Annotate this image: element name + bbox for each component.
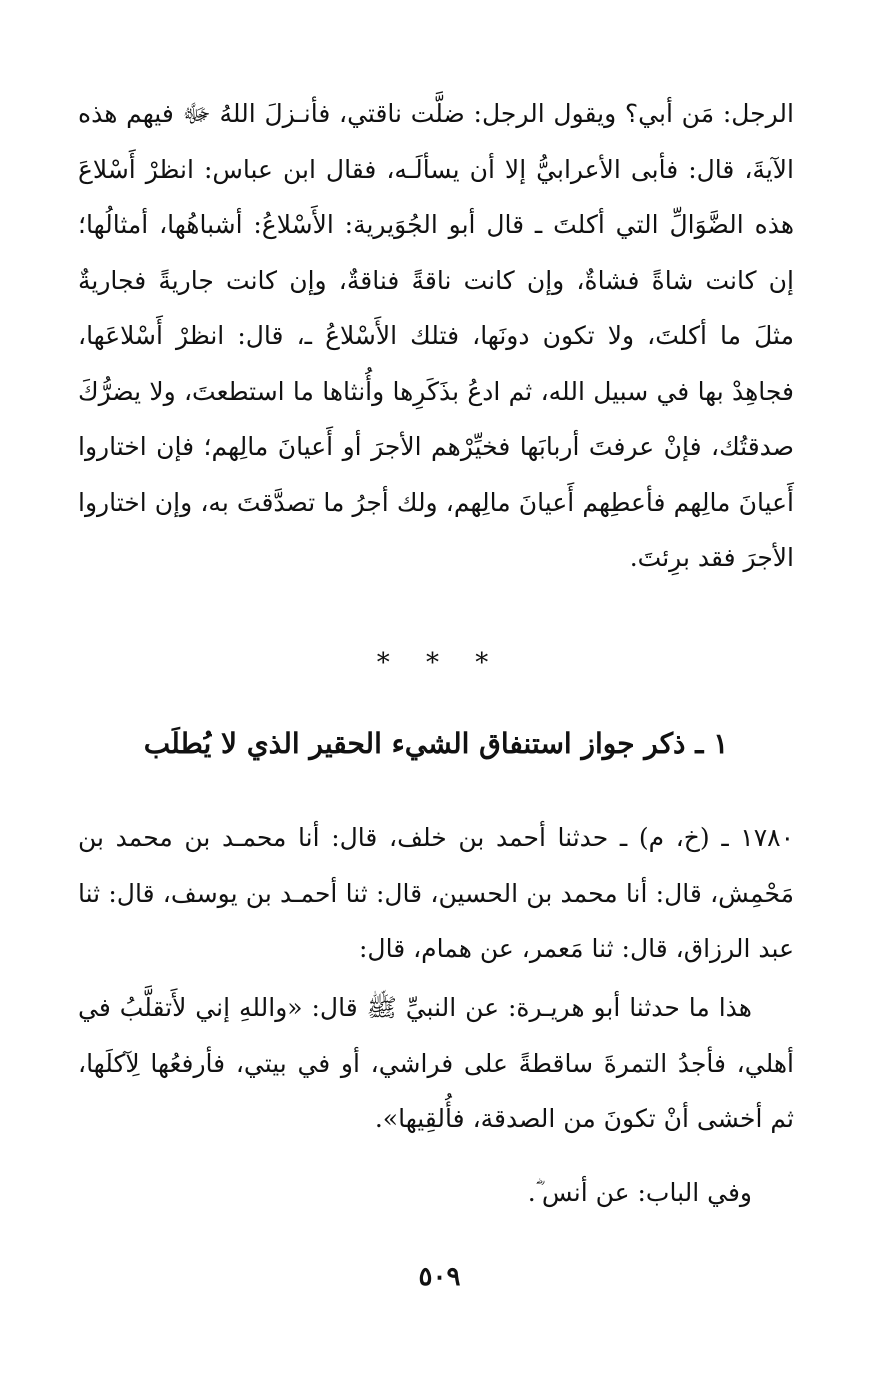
section-separator: * * * [376, 648, 503, 678]
hadith-isnad-paragraph: ١٧٨٠ ـ (خ، م) ـ حدثنا أحمد بن خلف، قال: أنا محمـد بن محمد بن مَحْمِش، قال: أنا محمد بن الحسين، قال: ثنا أحمـد بن يوسف، قال: ثنا عبد الرزاق، قال: ثنا مَعمر، عن همام، قال: [78, 823, 794, 963]
section-heading: ١ ـ ذكر جواز استنفاق الشيء الحقير الذي لا يُطلَب [143, 727, 729, 760]
page-number: ٥٠٩ [418, 1262, 461, 1292]
paragraph-continuation: الرجل: مَن أبي؟ ويقول الرجل: ضلَّت ناقتي، فأنـزلَ اللهُ ﷻ فيهم هذه الآيةَ، قال: فأبى الأعرابيُّ إلا أن يسألَـه، فقال ابن عباس: انظرْ أَسْلاعَ هذه الضَّوَالِّ التي أكلتَ ـ قال أبو الجُوَيرية: الأَسْلاعُ: أشباهُها، أمثالُها؛ إن كانت شاةً فشاةٌ، وإن كانت ناقةً فناقةٌ، وإن كانت جاريةً فجاريةٌ مثلَ ما أكلتَ، ولا تكون دونَها، فتلك الأَسْلاعُ ـ، قال: انظرْ أَسْلاعَها، فجاهِدْ بها في سبيل الله، ثم ادعُ بذَكَرِها وأُنثاها ما استطعتَ، ولا يضرُّكَ صدقتُك، فإنْ عرفتَ أربابَها فخيِّرْهم الأجرَ أو أَعيانَ مالِهم؛ فإن اختاروا أَعيانَ مالِهم فأعطِهم أَعيانَ مالِهم، ولك أجرُ ما تصدَّقتَ به، وإن اختاروا الأجرَ فقد برِئتَ. [78, 99, 794, 572]
chapter-note-paragraph: وفي الباب: عن أنس ؓ. [527, 1178, 752, 1207]
hadith-matn-paragraph: هذا ما حدثنا أبو هريـرة: عن النبيِّ ﷺ قال: «واللهِ إني لأَتقلَّبُ في أهلي، فأجدُ التمرةَ ساقطةً على فراشي، أو في بيتي، فأرفعُها لِآكلَها، ثم أخشى أنْ تكونَ من الصدقة، فأُلقِيها». [78, 993, 794, 1133]
